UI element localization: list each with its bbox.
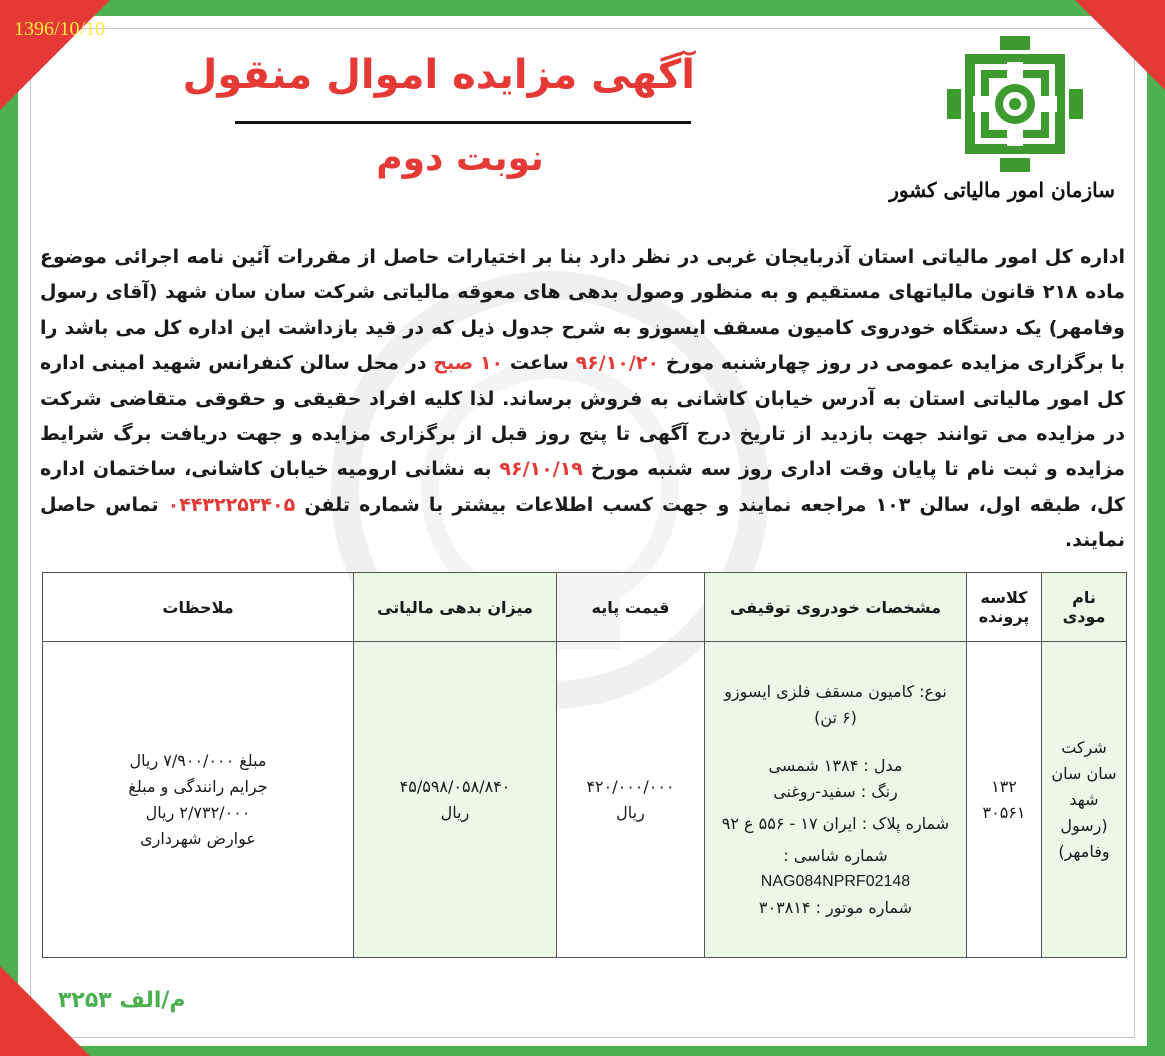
taxpayer-line: سان سان [1051, 763, 1117, 783]
taxpayer-line: (رسول [1060, 815, 1108, 835]
header-base-price: قیمت پایه [557, 573, 705, 642]
notice-body [40, 240, 1125, 559]
base-price-unit: ریال [616, 802, 645, 822]
header-taxpayer: نام مودی [1042, 573, 1127, 642]
notes-line: مبلغ ۷/۹۰۰/۰۰۰ ریال [129, 750, 267, 770]
corner-ribbon-top-right [1075, 0, 1165, 90]
notes-line: جرایم رانندگی و مبلغ [128, 776, 268, 796]
taxpayer-line: شهد [1069, 789, 1099, 809]
base-price-value: ۴۲۰/۰۰۰/۰۰۰ [586, 776, 675, 796]
cell-vehicle-specs [705, 642, 967, 958]
vehicle-tonnage: (۶ تن) [814, 707, 857, 727]
notice-text-part3: در محل سالن کنفرانس شهید امینی اداره کل امور مالیاتی استان به آدرس خیابان کاشانی به فروش برساند. لذا کلیه افراد حقیقی و حقوقی متقاضی شرکت در مزایده می توانند جهت بازدید از تاریخ درج آگهی تا پنج روز قبل از برگزاری مزایده و جهت دریافت برگ شرایط مزایده و ثبت نام تا پایان وقت اداری روز سه شنبه مورخ [40, 352, 1125, 481]
cell-notes [43, 642, 354, 958]
notice-text-part4: به نشانی ارومیه خیابان کاشانی، ساختمان اداره کل، طبقه اول، سالن ۱۰۳ مراجعه نمایند و جهت کسب اطلاعات بیشتر با شماره تلفن [40, 458, 1125, 516]
file-class-line: ۱۳۲ [991, 776, 1017, 796]
vehicle-type: نوع: کامیون مسقف فلزی ایسوزو [724, 681, 947, 701]
vehicle-model: مدل : ۱۳۸۴ شمسی [768, 755, 903, 775]
cell-base-price [557, 642, 705, 958]
notice-text-part1: اداره کل امور مالیاتی استان آذربایجان غربی در نظر دارد بنا بر اختیارات حاصل از مقررات آئین نامه اجرائی موضوع ماده ۲۱۸ قانون مالیاتهای مستقیم و به منظور وصول بدهی های معوقه مالیاتی شرکت سان سان شهد (آقای رسول وفامهر) یک دستگاه خودروی کامیون مسقف ایسوزو به شرح جدول ذیل که در قید بازداشت این اداره کل می باشد را با برگزاری مزایده عمومی در روز چهارشنبه مورخ [40, 246, 1125, 375]
tax-debt-value: ۴۵/۵۹۸/۰۵۸/۸۴۰ [399, 776, 511, 796]
date-stamp: 1396/10/10 [14, 18, 106, 40]
auction-date: ۹۶/۱۰/۲۰ [575, 352, 660, 375]
notice-text-part5: تماس حاصل نمایند. [40, 493, 1125, 552]
publication-code: م/الف ۳۲۵۳ [58, 988, 186, 1013]
header-notes: ملاحظات [43, 573, 354, 642]
corner-ribbon-bottom-left [0, 966, 90, 1056]
tax-debt-unit: ریال [440, 802, 470, 822]
header-file-class: کلاسه پرونده [967, 573, 1042, 642]
cell-tax-debt [354, 642, 557, 958]
vehicle-color: رنگ : سفید-روغنی [773, 781, 898, 801]
header-tax-debt: میزان بدهی مالیاتی [354, 573, 557, 642]
auction-table [42, 572, 1127, 958]
notice-text-part2: ساعت [509, 352, 569, 375]
corner-ribbon-top-left [0, 0, 110, 110]
taxpayer-line: وفامهر) [1058, 841, 1110, 861]
title-underline [235, 121, 691, 124]
table-header-row [43, 573, 1127, 642]
tax-organization-emblem-icon [945, 34, 1085, 174]
notice-round: نوبت دوم [376, 138, 544, 179]
cell-taxpayer [1042, 642, 1127, 958]
file-class-line: ۳۰۵۶۱ [982, 802, 1026, 822]
notice-title: آگهی مزایده اموال منقول [182, 52, 695, 98]
table-row [43, 642, 1127, 958]
vehicle-engine-number: شماره موتور : ۳۰۳۸۱۴ [758, 897, 913, 917]
notes-line: عوارض شهرداری [140, 828, 256, 848]
contact-phone: ۰۴۴۳۲۲۵۳۴۰۵ [167, 493, 296, 516]
registration-deadline: ۹۶/۱۰/۱۹ [499, 458, 583, 481]
vehicle-plate: شماره پلاک : ایران ۱۷ - ۵۵۶ ع ۹۲ [721, 813, 950, 833]
notes-line: ۲/۷۳۲/۰۰۰ ریال [145, 802, 251, 822]
vehicle-chassis-number: NAG084NPRF02148 [760, 872, 911, 890]
organization-name: سازمان امور مالیاتی کشور [889, 178, 1115, 202]
taxpayer-line: شرکت [1061, 737, 1107, 757]
auction-time: ۱۰ صبح [433, 352, 504, 375]
cell-file-class [967, 642, 1042, 958]
vehicle-chassis-label: شماره شاسی : [783, 845, 888, 865]
header-vehicle-specs: مشخصات خودروی توقیفی [705, 573, 967, 642]
